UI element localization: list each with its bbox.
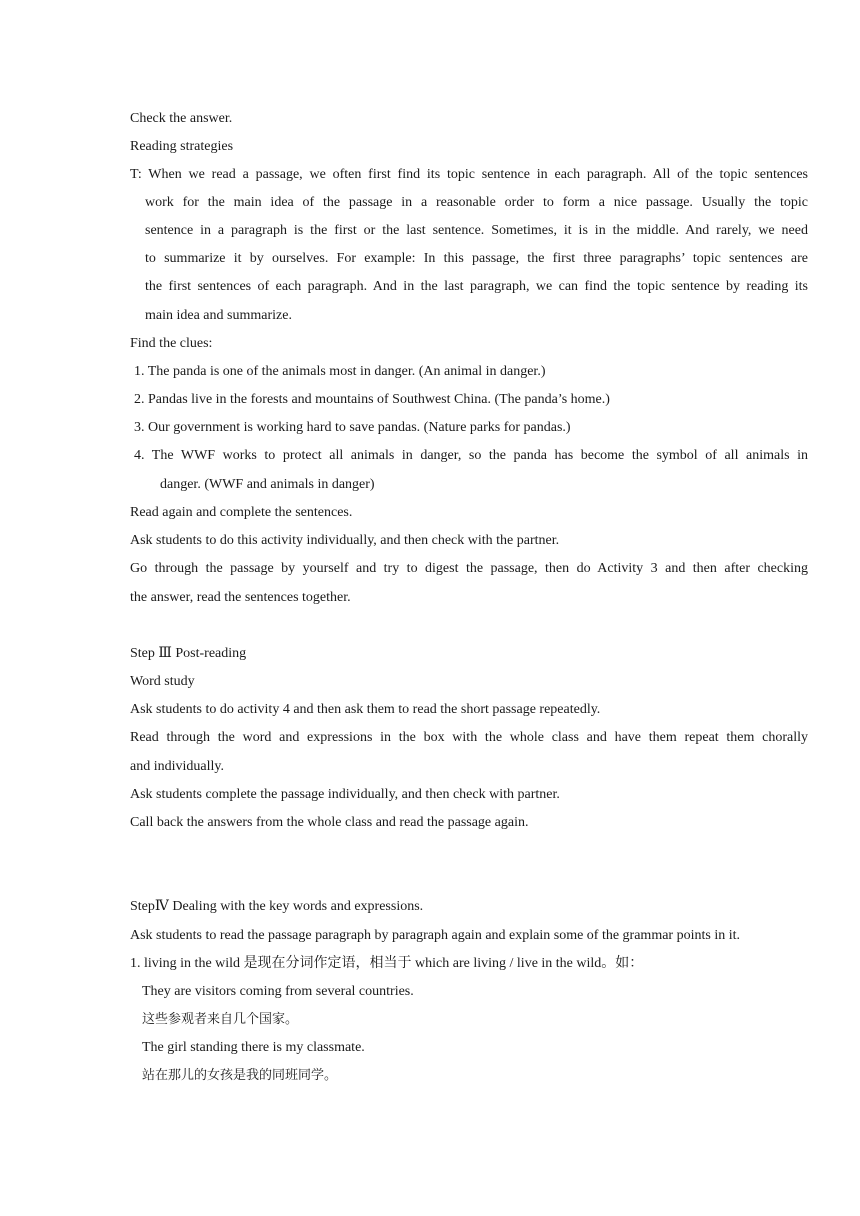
line-go-through: Go through the passage by yourself and try to digest the passage, then do Activity 3 and then after checking xyxy=(130,561,808,576)
line-check-answer: Check the answer. xyxy=(130,111,233,126)
heading-step-3: Step Ⅲ Post-reading xyxy=(130,646,247,661)
line-ask-individually: Ask students to do this activity individually, and then check with the partner. xyxy=(130,533,560,548)
teacher-para-line-2: work for the main idea of the passage in a reasonable order to form a nice passage. Usually the topic xyxy=(145,195,808,210)
example-en-1: They are visitors coming from several countries. xyxy=(142,984,414,999)
line-read-through: Read through the word and expressions in the box with the whole class and have them repeat them chorally xyxy=(130,730,808,745)
teacher-para-line-1: T: When we read a passage, we often first find its topic sentence in each paragraph. All of the topic sentences xyxy=(130,167,808,182)
teacher-para-line-3: sentence in a paragraph is the first or the last sentence. Sometimes, it is in the middle. And rarely, we need xyxy=(145,223,808,238)
example-cn-1: 这些参观者来自几个国家。 xyxy=(142,1012,299,1027)
line-activity-4: Ask students to do activity 4 and then ask them to read the short passage repeatedly. xyxy=(130,702,601,717)
example-cn-2: 站在那儿的女孩是我的同班同学。 xyxy=(142,1068,338,1083)
teacher-para-line-4: to summarize it by ourselves. For example: In this passage, the first three paragraphs’ topic sentences are xyxy=(145,251,808,266)
line-read-again: Read again and complete the sentences. xyxy=(130,505,353,520)
line-complete-passage: Ask students complete the passage individually, and then check with partner. xyxy=(130,787,560,802)
line-go-through-cont: the answer, read the sentences together. xyxy=(130,590,351,605)
clue-item-4: 4. The WWF works to protect all animals in danger, so the panda has become the symbol of all animals in xyxy=(134,448,808,463)
line-read-through-cont: and individually. xyxy=(130,759,224,774)
clue-item-2: 2. Pandas live in the forests and mountains of Southwest China. (The panda’s home.) xyxy=(134,392,610,407)
grammar-point-1: 1. living in the wild 是现在分词作定语，相当于 which are living / live in the wild。如： xyxy=(130,956,644,971)
line-grammar-points: Ask students to read the passage paragraph by paragraph again and explain some of the grammar points in it. xyxy=(130,928,740,943)
line-call-back: Call back the answers from the whole class and read the passage again. xyxy=(130,815,529,830)
teacher-para-line-6: main idea and summarize. xyxy=(145,308,292,323)
teacher-para-line-5: the first sentences of each paragraph. And in the last paragraph, we can find the topic sentence by reading its xyxy=(145,279,808,294)
clue-item-1: 1. The panda is one of the animals most in danger. (An animal in danger.) xyxy=(134,364,546,379)
clue-item-3: 3. Our government is working hard to save pandas. (Nature parks for pandas.) xyxy=(134,420,571,435)
heading-find-clues: Find the clues: xyxy=(130,336,213,351)
heading-step-4: StepⅣ Dealing with the key words and expressions. xyxy=(130,899,424,914)
clue-item-4-cont: danger. (WWF and animals in danger) xyxy=(160,477,375,492)
example-en-2: The girl standing there is my classmate. xyxy=(142,1040,365,1055)
heading-word-study: Word study xyxy=(130,674,195,689)
heading-reading-strategies: Reading strategies xyxy=(130,139,234,154)
